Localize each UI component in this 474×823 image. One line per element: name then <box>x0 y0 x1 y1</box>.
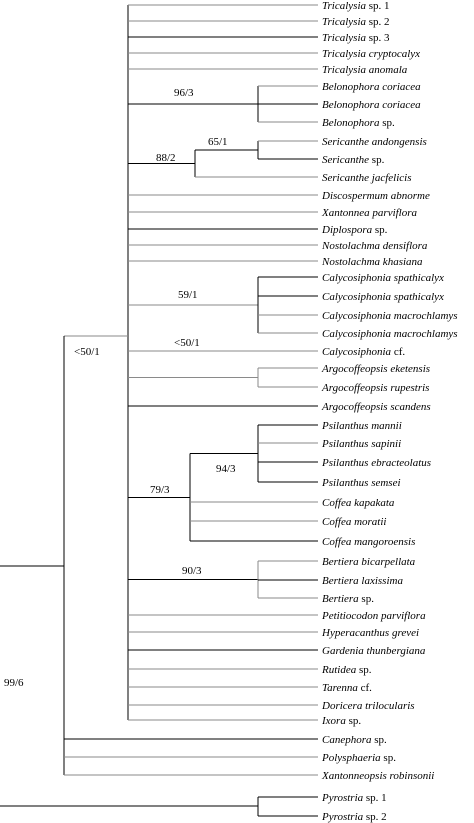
support-sericanthe-group: 88/2 <box>156 152 176 164</box>
support-psilanthus-coffea: 79/3 <box>150 484 170 496</box>
support-psilanthus: 94/3 <box>216 463 236 475</box>
taxon-label: Nostolachma khasiana <box>322 256 423 268</box>
taxon-label: Psilanthus sapinii <box>322 438 402 450</box>
taxon-label: Psilanthus mannii <box>322 420 402 432</box>
taxon-label: Tricalysia sp. 1 <box>322 0 390 12</box>
support-calycosiphonia: 59/1 <box>178 289 198 301</box>
taxon-label: Petitiocodon parviflora <box>322 610 426 622</box>
taxon-label: Diplospora sp. <box>322 224 388 236</box>
taxon-label: Coffea moratii <box>322 516 387 528</box>
taxon-label: Tricalysia sp. 2 <box>322 16 390 28</box>
taxon-label: Psilanthus semsei <box>322 477 401 489</box>
taxon-label: Ixora sp. <box>322 715 362 727</box>
taxon-label: Argocoffeopsis scandens <box>322 401 431 413</box>
taxon-label: Discospermum abnorme <box>322 190 430 202</box>
taxon-label: Tricalysia anomala <box>322 64 408 76</box>
tree-branches <box>0 5 318 816</box>
taxon-label: Sericanthe sp. <box>322 154 385 166</box>
taxon-label: Calycosiphonia macrochlamys <box>322 310 458 322</box>
taxon-label: Argocoffeopsis rupestris <box>322 382 430 394</box>
taxon-label: Belonophora coriacea <box>322 81 421 93</box>
taxon-label: Canephora sp. <box>322 734 387 746</box>
taxon-label: Sericanthe jacfelicis <box>322 172 412 184</box>
taxon-label: Bertiera sp. <box>322 593 374 605</box>
taxon-label: Belonophora sp. <box>322 117 395 129</box>
taxon-label: Tricalysia sp. 3 <box>322 32 390 44</box>
support-sericanthe: 65/1 <box>208 136 228 148</box>
taxon-label: Nostolachma densiflora <box>322 240 428 252</box>
support-belonophora: 96/3 <box>174 87 194 99</box>
taxon-label: Hyperacanthus grevei <box>322 627 420 639</box>
taxon-label: Xantonneopsis robinsonii <box>322 770 435 782</box>
taxon-label: Bertiera laxissima <box>322 575 403 587</box>
taxon-label: Xantonnea parviflora <box>322 207 418 219</box>
taxon-label: Calycosiphonia spathicalyx <box>322 272 444 284</box>
taxon-label: Belonophora coriacea <box>322 99 421 111</box>
taxon-label: Calycosiphonia macrochlamys <box>322 328 458 340</box>
taxon-label: Pyrostria sp. 2 <box>322 811 387 823</box>
taxon-label: Coffea mangoroensis <box>322 536 416 548</box>
taxon-label: Sericanthe andongensis <box>322 136 427 148</box>
taxon-label: Calycosiphonia cf. <box>322 346 406 358</box>
support-main-clade: <50/1 <box>74 346 100 358</box>
taxon-label: Polysphaeria sp. <box>322 752 396 764</box>
taxon-label: Calycosiphonia spathicalyx <box>322 291 444 303</box>
support-calycosiphonia-cf: <50/1 <box>174 337 200 349</box>
taxon-label: Psilanthus ebracteolatus <box>322 457 432 469</box>
taxon-label: Bertiera bicarpellata <box>322 556 416 568</box>
taxon-label: Gardenia thunbergiana <box>322 645 426 657</box>
support-bertiera: 90/3 <box>182 565 202 577</box>
taxon-label: Pyrostria sp. 1 <box>322 792 387 804</box>
taxon-label: Rutidea sp. <box>322 664 372 676</box>
taxon-label: Doricera trilocularis <box>322 700 415 712</box>
taxon-label: Argocoffeopsis eketensis <box>322 363 431 375</box>
taxon-label: Coffea kapakata <box>322 497 395 509</box>
taxon-label: Tricalysia cryptocalyx <box>322 48 421 60</box>
taxon-label: Tarenna cf. <box>322 682 372 694</box>
taxon-labels <box>321 0 458 823</box>
support-root: 99/6 <box>4 677 24 689</box>
